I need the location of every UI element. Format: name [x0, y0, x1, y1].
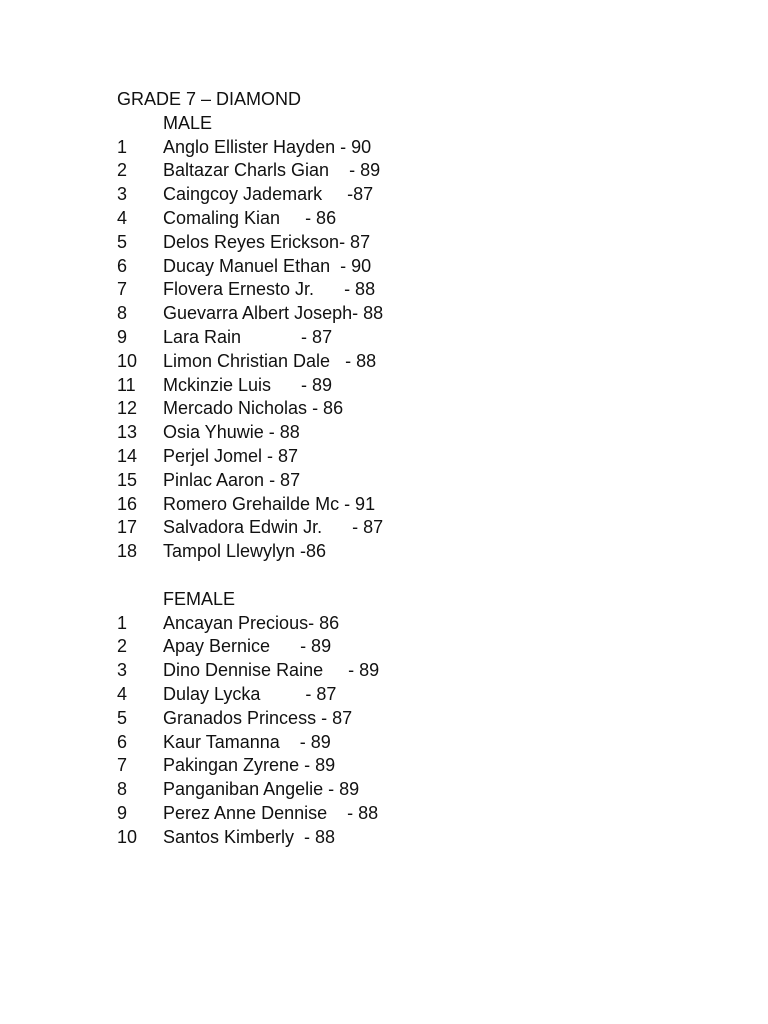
student-entry: Granados Princess - 87: [163, 707, 353, 728]
list-item: [117, 516, 717, 540]
row-number: 2: [117, 160, 128, 181]
list-item: [117, 421, 717, 445]
list-item: [117, 754, 717, 778]
row-number: 16: [117, 493, 138, 514]
student-entry: Anglo Ellister Hayden - 90: [163, 136, 372, 157]
list-item: [117, 445, 717, 469]
list-item: [117, 778, 717, 802]
list-item: [117, 612, 717, 636]
row-number: 5: [117, 231, 128, 252]
list-item: [117, 350, 717, 374]
list-item: [117, 326, 717, 350]
student-entry: Kaur Tamanna - 89: [163, 731, 331, 752]
female-section-header: FEMALE: [163, 588, 236, 609]
student-entry: Flovera Ernesto Jr. - 88: [163, 279, 376, 300]
row-number: 3: [117, 660, 128, 681]
row-number: 10: [117, 826, 138, 847]
student-entry: Romero Grehailde Mc - 91: [163, 493, 376, 514]
student-entry: Dino Dennise Raine - 89: [163, 660, 380, 681]
row-number: 1: [117, 612, 128, 633]
student-entry: Mercado Nicholas - 86: [163, 398, 344, 419]
row-number: 7: [117, 279, 128, 300]
student-entry: Panganiban Angelie - 89: [163, 779, 360, 800]
student-entry: Perjel Jomel - 87: [163, 445, 299, 466]
row-number: 15: [117, 469, 138, 490]
row-number: 2: [117, 636, 128, 657]
student-entry: Dulay Lycka - 87: [163, 683, 337, 704]
list-item: [117, 136, 717, 160]
document-page: [117, 88, 717, 850]
row-number: 9: [117, 802, 128, 823]
student-entry: Santos Kimberly - 88: [163, 826, 336, 847]
student-entry: Tampol Llewylyn -86: [163, 541, 327, 562]
list-item: [117, 278, 717, 302]
student-entry: Apay Bernice - 89: [163, 636, 332, 657]
student-entry: Pakingan Zyrene - 89: [163, 755, 336, 776]
row-number: 3: [117, 184, 128, 205]
list-item: [117, 207, 717, 231]
student-entry: Guevarra Albert Joseph- 88: [163, 303, 384, 324]
row-number: 6: [117, 255, 128, 276]
male-section-header: MALE: [163, 112, 213, 133]
list-item: [117, 731, 717, 755]
student-entry: Comaling Kian - 86: [163, 207, 337, 228]
row-number: 7: [117, 755, 128, 776]
list-item: [117, 707, 717, 731]
row-number: 4: [117, 683, 128, 704]
row-number: 17: [117, 517, 138, 538]
row-number: 11: [117, 374, 136, 395]
student-entry: Delos Reyes Erickson- 87: [163, 231, 371, 252]
student-entry: Baltazar Charls Gian - 89: [163, 160, 381, 181]
list-item: [117, 635, 717, 659]
list-item: [117, 469, 717, 493]
female-list: [117, 612, 717, 850]
student-entry: Ducay Manuel Ethan - 90: [163, 255, 372, 276]
list-item: [117, 231, 717, 255]
section-spacer: [117, 564, 717, 588]
list-item: [117, 683, 717, 707]
student-entry: Osia Yhuwie - 88: [163, 422, 300, 443]
student-entry: Salvadora Edwin Jr. - 87: [163, 517, 384, 538]
student-entry: Caingcoy Jademark -87: [163, 184, 374, 205]
row-number: 4: [117, 207, 128, 228]
row-number: 10: [117, 350, 138, 371]
row-number: 6: [117, 731, 128, 752]
list-item: [117, 493, 717, 517]
list-item: [117, 802, 717, 826]
student-entry: Mckinzie Luis - 89: [163, 374, 333, 395]
row-number: 5: [117, 707, 128, 728]
row-number: 12: [117, 398, 138, 419]
student-entry: Lara Rain - 87: [163, 326, 333, 347]
row-number: 8: [117, 303, 128, 324]
row-number: 18: [117, 541, 138, 562]
student-entry: Limon Christian Dale - 88: [163, 350, 377, 371]
row-number: 13: [117, 422, 138, 443]
list-item: [117, 302, 717, 326]
list-item: [117, 826, 717, 850]
document-title: GRADE 7 – DIAMOND: [117, 89, 302, 109]
student-entry: Ancayan Precious- 86: [163, 612, 340, 633]
list-item: [117, 255, 717, 279]
row-number: 9: [117, 326, 128, 347]
student-entry: Perez Anne Dennise - 88: [163, 802, 379, 823]
list-item: [117, 397, 717, 421]
list-item: [117, 540, 717, 564]
row-number: 1: [117, 136, 128, 157]
list-item: [117, 183, 717, 207]
list-item: [117, 159, 717, 183]
row-number: 8: [117, 779, 128, 800]
student-entry: Pinlac Aaron - 87: [163, 469, 301, 490]
row-number: 14: [117, 445, 138, 466]
list-item: [117, 659, 717, 683]
male-list: [117, 136, 717, 564]
list-item: [117, 374, 717, 398]
